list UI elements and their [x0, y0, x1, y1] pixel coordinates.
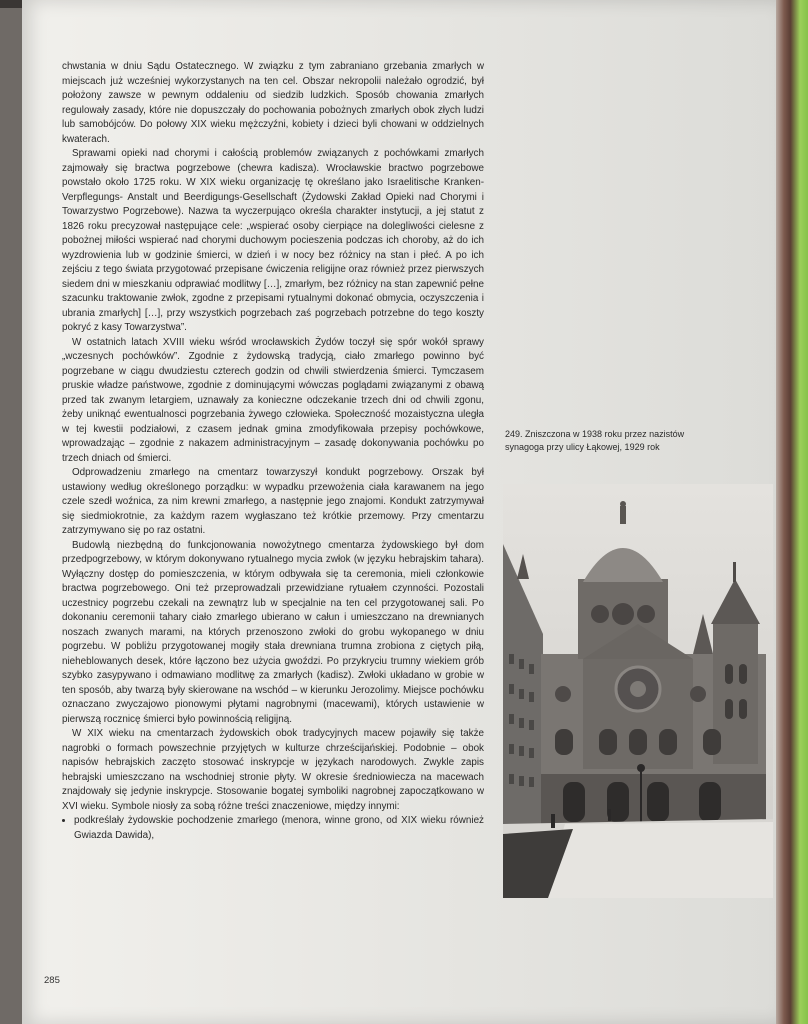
page-number: 285	[44, 975, 60, 986]
book-page-edges	[776, 0, 808, 1024]
figure-caption: 249. Zniszczona w 1938 roku przez nazistów synagoga przy ulicy Łąkowej, 1929 rok	[505, 429, 685, 452]
paragraph-4: Odprowadzeniu zmarłego na cmentarz towarzyszył kondukt pogrzebowy. Orszak był ustawiony według określonego porządku: w wypadku przewożenia ciała karawanem na jego czele szedł woźnica, za nim krewni zmarłego, a następnie jego znajomi. Kondukt zatrzymywał się siedmiokrotnie, za każdym razem wygłaszano też krótkie przemowy. Przy cmentarzu zatrzymywano się po raz ostatni.	[62, 467, 484, 536]
paragraph-1: chwstania w dniu Sądu Ostatecznego. W związku z tym zabraniano grzebania zmarłych w miejscach już wcześniej wykorzystanych na ten cel. Obszar nekropolii należało ogrodzić, był położony zawsze w pewnym oddaleniu od siedzib ludzkich. Sposób chowania zmarłych regulowały zasady, które nie dopuszczały do pochowania pobożnych zmarłych obok złych ludzi lub samobójców. Do połowy XIX wieku mężczyźni, kobiety i dzieci byli chowani w oddzielnych kwaterach.	[62, 61, 484, 145]
paragraph-2: Sprawami opieki nad chorymi i całością problemów związanych z pochówkami zmarłych zajmowały się bractwa pogrzebowe (chewra kadisza). Wrocławskie bractwo pogrzebowe powstało około 1725 roku. W XIX wieku organizację tę określano jako Israelitische Kranken- Verpflegungs- Anstalt und Beerdigungs-Gesellschaft (Żydowski Zakład Opieki nad Chorymi i Towarzystwo Pogrzebowe). Nazwa ta wyczerpująco określa charakter instytucji, a jej statut z 1826 roku precyzował następujące cele: „wspierać osoby cierpiące na dolegliwości cielesne z pobożnej miłości wspierać nad chorymi duchowym pocieszenia podczas ich choroby, aż do ich wyzdrowienia lub w godzinie śmierci, w dzień i w nocy bez różnicy na stan i płeć. A po ich zejściu z tego świata przygotować przepisane ćwiczenia religijne oraz również przez pierwszych siedem dni w mieszkaniu odprawiać modlitwy […], zmarłym, bez różnicy na stan zapewnić pełne szacunku traktowanie zwłok, zgodne z przepisami rytualnymi dokonać obmycia, oczyszczenia i ubrania zmarłych] […], przy wszystkich pogrzebach zaś pogrzebach potrzebne do tego koszty pokryć z kasy Towarzystwa”.	[62, 148, 484, 333]
paragraph-6: W XIX wieku na cmentarzach żydowskich obok tradycyjnych macew pojawiły się także nagrobki o formach powszechnie przyjętych w kulturze chrześcijańskiej. Podobnie – obok napisów hebrajskich zaczęto stosować inskrypcje w językach narodowych. Zwykle zapis hebrajski umieszczano na wschodniej stronie płyty. W okresie średniowiecza na macewach znajdowały się jedynie inskrypcje. Stosowanie bogatej symboliki nagrobnej zapoczątkowano w XVI wieku. Symbole niosły za sobą różne treści znaczeniowe, między innymi:	[62, 728, 484, 812]
synagogue-photo	[503, 484, 773, 898]
body-text	[62, 60, 484, 843]
symbol-list	[62, 814, 484, 843]
paragraph-3: W ostatnich latach XVIII wieku wśród wrocławskich Żydów toczył się spór wokół sprawy „wczesnych pochówków”. Zgodnie z żydowską tradycją, ciało zmarłego powinno być pogrzebane w ciągu dwudziestu czterech godzin od chwili stwierdzenia śmierci. Tymczasem pruskie władze państwowe, zgodnie z dominującymi wówczas poglądami związanymi z obawą przed tak zwanym letargiem, uznawały za konieczne odczekanie trzech dni od chwili zgonu, żeby uniknąć ewentualnosci pogrzebania żywego człowieka. Społeczność mozaistyczna uległa w tej kwestii podziałowi, z czasem jednak gmina zmodyfikowała przepisy pochówkowe, wprowadzając – zgodnie z nakazem administracyjnym – zasadę dokonywania pochówku po trzech dniach od śmierci.	[62, 336, 484, 464]
paragraph-5: Budowlą niezbędną do funkcjonowania nowożytnego cmentarza żydowskiego był dom przedpogrzebowy, w którym dokonywano rytualnego mycia zwłok (w języku hebrajskim tahara). Wyłączny dostęp do pomieszczenia, w którym odbywała się ta ceremonia, mieli członkowie bractwa pogrzebowego. Oni też przeprowadzali przewidziane rytuałem czynności. Pozostali uczestnicy pogrzebu czekali na zewnątrz lub w specjalnie na ten cel przygotowanej sali. Po dokonaniu ceremonii tahary ciało zmarłego ubierano w całun i umieszczano na drewnianych noszach zwanych marami, na których przenoszono zwłoki do grobu wykopanego w dniu pogrzebu. W pobliżu przygotowanej mogiły stała drewniana trumna zrobiona z ciętych piłą, nieheblowanych desek, które łączono bez użycia gwoździ. Po przykryciu trumny wiekiem grób szybko zasypywano i odmawiano modlitwę za zmarłych (kadisz). Zwłoki układano w grobie w ten sposób, aby twarzą były skierowane na wschód – w kierunku Jerozolimy. Miejsce pochówku oznaczano zwyczajowo pionowymi płytami nagrobnymi (macewami), których ustawienie w pierwszą rocznicę śmierci było powinnością religijną.	[62, 539, 484, 725]
list-item: • podkreślały żydowskie pochodzenie zmarłego (menora, winne grono, od XIX wieku również Gwiazda Dawida),	[74, 814, 484, 843]
